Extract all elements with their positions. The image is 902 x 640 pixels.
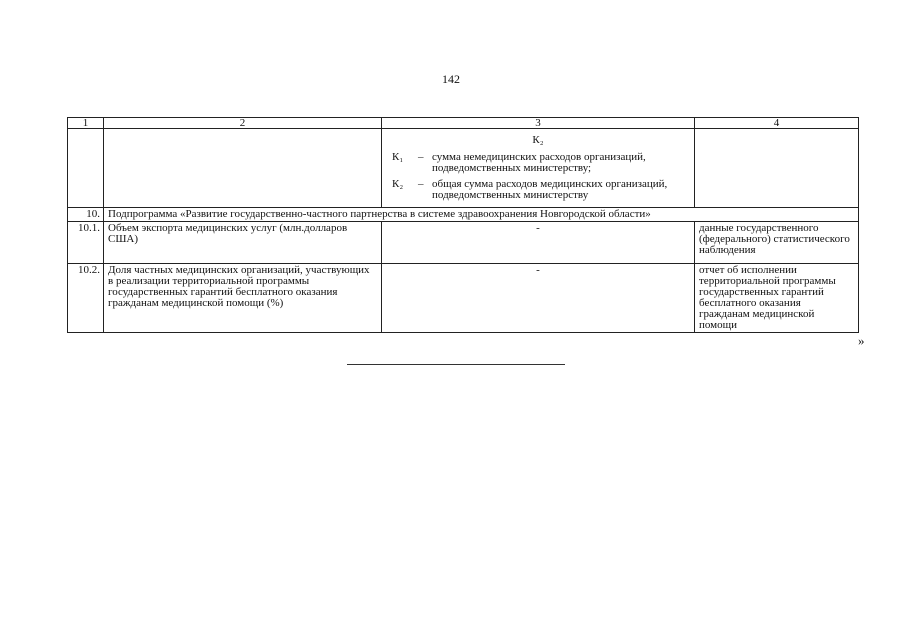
definition-dash: – bbox=[418, 151, 424, 163]
table-header-row bbox=[68, 118, 859, 129]
section-title: Подпрограмма «Развитие государственно-частного партнерства в системе здравоохранения Новгородской области» bbox=[104, 208, 859, 222]
section-row bbox=[68, 208, 859, 222]
row-number: 10.2. bbox=[68, 264, 104, 333]
row-number: 10.1. bbox=[68, 222, 104, 264]
indicator-name: Доля частных медицинских организаций, участвующих в реализации территориальной программы государственных гарантий бесплатного оказания гражданам медицинской помощи (%) bbox=[104, 264, 382, 333]
indicator-name: Объем экспорта медицинских услуг (млн.долларов США) bbox=[104, 222, 382, 264]
calculation-method: - bbox=[382, 222, 695, 264]
definition-dash: – bbox=[418, 178, 424, 190]
data-source: отчет об исполнении территориальной программы государственных гарантий бесплатного оказания гражданам медицинской помощи bbox=[695, 264, 859, 333]
table-row bbox=[68, 264, 859, 333]
definition-text: общая сумма расходов медицинских организаций, подведомственных министерству bbox=[432, 178, 668, 201]
definition-k2 bbox=[392, 179, 690, 201]
page-number: 142 bbox=[442, 72, 460, 86]
section-number: 10. bbox=[68, 208, 104, 222]
column-number-1: 1 bbox=[68, 118, 104, 129]
column-number-4: 4 bbox=[695, 118, 859, 129]
indicators-table bbox=[67, 117, 859, 333]
definition-text: сумма немедицинских расходов организаций, подведомственных министерству; bbox=[432, 151, 646, 174]
formula-denominator: К₂ bbox=[532, 134, 544, 146]
column-number-2: 2 bbox=[104, 118, 382, 129]
data-source: данные государственного (федерального) статистического наблюдения bbox=[695, 222, 859, 264]
bottom-divider-line bbox=[347, 364, 565, 365]
table-row bbox=[68, 222, 859, 264]
column-number-3: 3 bbox=[382, 118, 695, 129]
definition-symbol: К₂ bbox=[392, 178, 404, 190]
closing-quote-mark: » bbox=[858, 333, 865, 348]
formula-row bbox=[68, 129, 859, 208]
calculation-method: - bbox=[382, 264, 695, 333]
definition-k1 bbox=[392, 152, 690, 174]
formula-cell bbox=[382, 129, 695, 208]
definition-symbol: К₁ bbox=[392, 151, 404, 163]
